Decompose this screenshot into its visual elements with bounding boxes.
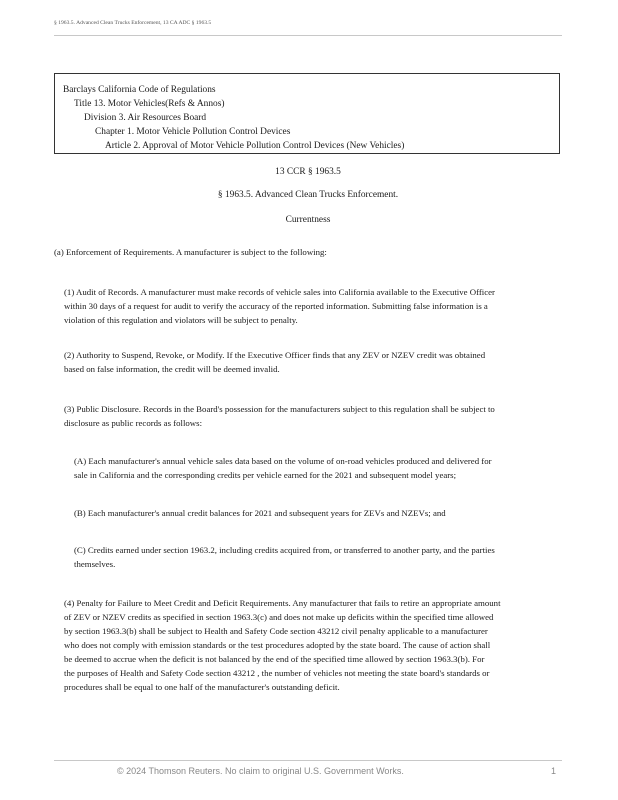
paragraph bbox=[74, 543, 495, 571]
paragraph-line: of ZEV or NZEV credits as specified in section 1963.3(c) and does not make up deficits within the specified time allowed bbox=[64, 612, 494, 622]
paragraph bbox=[74, 454, 492, 482]
paragraph-line: (B) Each manufacturer's annual credit balances for 2021 and subsequent years for ZEVs and NZEVs; and bbox=[74, 508, 446, 518]
breadcrumb-box bbox=[54, 73, 560, 154]
paragraph-line: (3) Public Disclosure. Records in the Board's possession for the manufacturers subject to this regulation shall be subject to bbox=[64, 404, 495, 414]
breadcrumb-division[interactable]: Division 3. Air Resources Board bbox=[84, 113, 207, 123]
paragraph bbox=[64, 348, 485, 376]
copyright-footer: © 2024 Thomson Reuters. No claim to original U.S. Government Works. bbox=[117, 766, 404, 776]
paragraph-line: (a) Enforcement of Requirements. A manufacturer is subject to the following: bbox=[54, 247, 327, 257]
footer-divider bbox=[54, 760, 562, 761]
paragraph-line: sale in California and the corresponding credits per vehicle earned for the 2021 and subsequent model years; bbox=[74, 470, 457, 480]
breadcrumb-code[interactable]: Barclays California Code of Regulations bbox=[63, 85, 216, 95]
paragraph-line: (4) Penalty for Failure to Meet Credit and Deficit Requirements. Any manufacturer that fails to retire an appropriate amount bbox=[64, 598, 501, 608]
paragraph bbox=[64, 285, 495, 327]
paragraph-line: (1) Audit of Records. A manufacturer must make records of vehicle sales into California available to the Executive Officer bbox=[64, 287, 495, 297]
section-title: § 1963.5. Advanced Clean Trucks Enforcement. bbox=[217, 190, 399, 200]
currentness-link[interactable]: Currentness bbox=[285, 215, 331, 225]
paragraph-line: violation of this regulation and violators will be subject to penalty. bbox=[64, 315, 298, 325]
paragraph-line: the purposes of Health and Safety Code section 43212 , the number of vehicles not meeting the state board's standards or bbox=[64, 668, 490, 678]
breadcrumb-chapter[interactable]: Chapter 1. Motor Vehicle Pollution Control Devices bbox=[95, 127, 291, 137]
running-header: § 1963.5. Advanced Clean Trucks Enforcement, 13 CA ADC § 1963.5 bbox=[54, 20, 212, 26]
paragraph bbox=[74, 506, 446, 520]
paragraph-line: procedures shall be equal to one half of the manufacturer's outstanding deficit. bbox=[64, 682, 340, 692]
paragraph-line: disclosure as public records as follows: bbox=[64, 418, 203, 428]
breadcrumb-title[interactable]: Title 13. Motor Vehicles(Refs & Annos) bbox=[74, 99, 225, 109]
page-number: 1 bbox=[551, 766, 557, 776]
breadcrumb-article[interactable]: Article 2. Approval of Motor Vehicle Pollution Control Devices (New Vehicles) bbox=[105, 141, 405, 151]
paragraph-line: themselves. bbox=[74, 559, 116, 569]
paragraph bbox=[64, 402, 495, 430]
paragraph-line: within 30 days of a request for audit to verify the accuracy of the reported information. Submitting false information is a bbox=[64, 301, 488, 311]
paragraph-line: be deemed to accrue when the deficit is not balanced by the end of the specified time allowed by section 1963.3(b). For bbox=[64, 654, 485, 664]
paragraph-line: who does not comply with emission standards or the test procedures adopted by the state board. The cause of action shall bbox=[64, 640, 491, 650]
citation: 13 CCR § 1963.5 bbox=[275, 167, 341, 177]
paragraph bbox=[54, 245, 327, 259]
paragraph-line: (A) Each manufacturer's annual vehicle sales data based on the volume of on-road vehicles produced and delivered for bbox=[74, 456, 492, 466]
paragraph-line: based on false information, the credit will be deemed invalid. bbox=[64, 364, 280, 374]
paragraph-line: (2) Authority to Suspend, Revoke, or Modify. If the Executive Officer finds that any ZEV or NZEV credit was obtained bbox=[64, 350, 486, 360]
paragraph-line: by section 1963.3(b) shall be subject to Health and Safety Code section 43212 civil penalty applicable to a manufacturer bbox=[64, 626, 488, 636]
paragraph-line: (C) Credits earned under section 1963.2, including credits acquired from, or transferred to another party, and the parties bbox=[74, 545, 495, 555]
paragraph bbox=[64, 596, 501, 694]
header-divider bbox=[54, 35, 562, 36]
